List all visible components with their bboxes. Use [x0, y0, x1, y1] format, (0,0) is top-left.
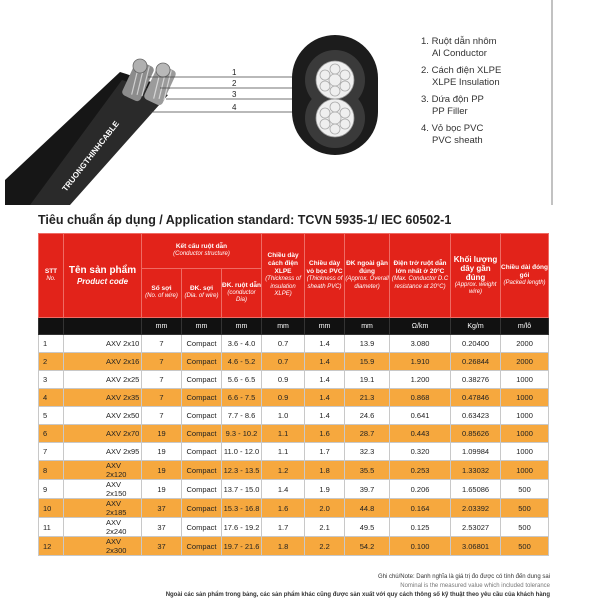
- cell-length: 500: [501, 480, 549, 499]
- table-row: [39, 461, 549, 480]
- cell-no: 10: [39, 499, 64, 518]
- cell-ins: 0.7: [262, 335, 305, 353]
- cell-ins: 1.8: [262, 537, 305, 556]
- cell-weight: 0.47846: [451, 389, 501, 407]
- standard-title: Tiêu chuẩn áp dụng / Application standard: TCVN 5935-1/ IEC 60502-1: [38, 213, 452, 227]
- cell-outer: 32.3: [345, 443, 390, 461]
- cell-res: 0.164: [390, 499, 451, 518]
- cell-outer: 21.3: [345, 389, 390, 407]
- cell-outer: 44.8: [345, 499, 390, 518]
- cell-code: AXV 2x25: [64, 371, 142, 389]
- cell-code: AXV 2x95: [64, 443, 142, 461]
- cell-sheath: 1.4: [305, 389, 345, 407]
- cell-ins: 0.7: [262, 353, 305, 371]
- callout-2: 2: [232, 79, 237, 88]
- cell-ins: 1.2: [262, 461, 305, 480]
- cell-length: 1000: [501, 443, 549, 461]
- legend: [421, 36, 596, 152]
- col-stt: STT No.: [39, 234, 64, 318]
- cell-outer: 15.9: [345, 353, 390, 371]
- cell-code: AXV 2x16: [64, 353, 142, 371]
- cell-no: 8: [39, 461, 64, 480]
- table-row: [39, 443, 549, 461]
- col-outer-diameter: ĐK ngoài gần đúng (Approx. Overall diameter): [345, 234, 390, 318]
- cell-res: 0.641: [390, 407, 451, 425]
- cell-wires: 19: [142, 480, 182, 499]
- cell-length: 1000: [501, 407, 549, 425]
- cell-outer: 39.7: [345, 480, 390, 499]
- cell-res: 1.200: [390, 371, 451, 389]
- cell-res: 1.910: [390, 353, 451, 371]
- cell-no: 4: [39, 389, 64, 407]
- cell-code: AXV 2x50: [64, 407, 142, 425]
- cell-length: 2000: [501, 353, 549, 371]
- cell-res: 0.443: [390, 425, 451, 443]
- cell-weight: 2.03392: [451, 499, 501, 518]
- cell-ins: 1.1: [262, 425, 305, 443]
- cell-ins: 1.7: [262, 518, 305, 537]
- cell-dia: Compact: [182, 518, 222, 537]
- legend-item: 3. Dứa độn PP PP Filler: [421, 94, 484, 117]
- brand-print: TRUONGTHINHCABLE: [60, 119, 121, 194]
- cell-outer: 24.6: [345, 407, 390, 425]
- col-sheath: Chiều dày vỏ bọc PVC (Thickness of sheath PVC): [305, 234, 345, 318]
- cell-res: 0.206: [390, 480, 451, 499]
- cell-wires: 7: [142, 371, 182, 389]
- legend-item: 2. Cách điện XLPE XLPE Insulation: [421, 65, 502, 88]
- table-row: [39, 371, 549, 389]
- cell-code: AXV 2x120: [64, 461, 142, 480]
- table-row: [39, 425, 549, 443]
- cell-no: 11: [39, 518, 64, 537]
- note-custom: Ngoài các sản phẩm trong bảng, các sản phẩm khác cũng được sản xuất với quy cách thông số kỹ thuật theo yêu cầu của khách hàng: [165, 592, 550, 598]
- cell-outer: 19.1: [345, 371, 390, 389]
- cell-wires: 37: [142, 499, 182, 518]
- cell-cond: 19.7 - 21.6: [222, 537, 262, 556]
- cell-ins: 1.6: [262, 499, 305, 518]
- cell-cond: 11.0 - 12.0: [222, 443, 262, 461]
- table-row: [39, 389, 549, 407]
- cell-cond: 6.6 - 7.5: [222, 389, 262, 407]
- cell-length: 500: [501, 537, 549, 556]
- cell-sheath: 2.0: [305, 499, 345, 518]
- cell-sheath: 1.4: [305, 353, 345, 371]
- cell-outer: 28.7: [345, 425, 390, 443]
- cell-wires: 37: [142, 518, 182, 537]
- cell-dia: Compact: [182, 480, 222, 499]
- cell-code: AXV 2x70: [64, 425, 142, 443]
- cell-cond: 15.3 - 16.8: [222, 499, 262, 518]
- col-structure: Kết cấu ruột dẫn (Conductor structure): [142, 234, 262, 269]
- table-row: [39, 353, 549, 371]
- cell-weight: 0.85626: [451, 425, 501, 443]
- note-nominal: Nominal is the measured value which included tolerance: [400, 583, 550, 589]
- cell-dia: Compact: [182, 425, 222, 443]
- col-conductor-dia: ĐK. ruột dẫn (conductor Dia): [222, 269, 262, 318]
- cell-no: 7: [39, 443, 64, 461]
- legend-item: 1. Ruột dẫn nhôm Al Conductor: [421, 36, 497, 59]
- cable-diagram-section: [0, 0, 600, 205]
- cell-dia: Compact: [182, 335, 222, 353]
- cell-cond: 9.3 - 10.2: [222, 425, 262, 443]
- cell-cond: 17.6 - 19.2: [222, 518, 262, 537]
- cell-cond: 7.7 - 8.6: [222, 407, 262, 425]
- cell-cond: 5.6 - 6.5: [222, 371, 262, 389]
- table-row: [39, 518, 549, 537]
- cell-dia: Compact: [182, 407, 222, 425]
- cell-ins: 1.1: [262, 443, 305, 461]
- cell-weight: 0.38276: [451, 371, 501, 389]
- cell-dia: Compact: [182, 537, 222, 556]
- cell-dia: Compact: [182, 461, 222, 480]
- col-resistance: Điện trở ruột dẫn lớn nhất ở 20°C (Max. Conductor D.C resistance at 20°C): [390, 234, 451, 318]
- cell-sheath: 1.4: [305, 335, 345, 353]
- cell-weight: 0.20400: [451, 335, 501, 353]
- col-length: Chiều dài đóng gói (Packed length): [501, 234, 549, 318]
- table-row: [39, 480, 549, 499]
- table-row: [39, 537, 549, 556]
- cell-res: 0.868: [390, 389, 451, 407]
- cell-res: 0.100: [390, 537, 451, 556]
- cell-no: 2: [39, 353, 64, 371]
- cell-dia: Compact: [182, 389, 222, 407]
- cell-code: AXV 2x150: [64, 480, 142, 499]
- col-wire-dia: ĐK. sợi (Dia. of wire): [182, 269, 222, 318]
- spec-table: [38, 233, 549, 556]
- callout-3: 3: [232, 90, 237, 99]
- col-product: Tên sản phẩm Product code: [64, 234, 142, 318]
- cell-no: 6: [39, 425, 64, 443]
- cell-no: 12: [39, 537, 64, 556]
- table-row: [39, 335, 549, 353]
- cell-ins: 1.0: [262, 407, 305, 425]
- cell-code: AXV 2x240: [64, 518, 142, 537]
- cell-weight: 0.26844: [451, 353, 501, 371]
- cell-cond: 12.3 - 13.5: [222, 461, 262, 480]
- cell-no: 5: [39, 407, 64, 425]
- table-row: [39, 499, 549, 518]
- cell-sheath: 1.9: [305, 480, 345, 499]
- cell-res: 0.125: [390, 518, 451, 537]
- cell-outer: 49.5: [345, 518, 390, 537]
- cell-outer: 54.2: [345, 537, 390, 556]
- col-insulation: Chiều dày cách điện XLPE (Thickness of insulation XLPE): [262, 234, 305, 318]
- cell-length: 500: [501, 518, 549, 537]
- cell-code: AXV 2x10: [64, 335, 142, 353]
- cell-weight: 1.09984: [451, 443, 501, 461]
- cell-outer: 35.5: [345, 461, 390, 480]
- cell-outer: 13.9: [345, 335, 390, 353]
- cell-length: 1000: [501, 461, 549, 480]
- cell-wires: 7: [142, 407, 182, 425]
- cell-cond: 4.6 - 5.2: [222, 353, 262, 371]
- cell-length: 1000: [501, 389, 549, 407]
- cell-res: 3.080: [390, 335, 451, 353]
- col-wires: Số sợi (No. of wire): [142, 269, 182, 318]
- cell-code: AXV 2x300: [64, 537, 142, 556]
- cell-length: 2000: [501, 335, 549, 353]
- cell-dia: Compact: [182, 353, 222, 371]
- cell-res: 0.253: [390, 461, 451, 480]
- cell-sheath: 1.4: [305, 371, 345, 389]
- cell-dia: Compact: [182, 371, 222, 389]
- cell-wires: 19: [142, 443, 182, 461]
- cell-code: AXV 2x185: [64, 499, 142, 518]
- units-row: mm mm mm mm mm mm Ω/km Kg/m m/lô: [39, 318, 549, 335]
- cell-code: AXV 2x35: [64, 389, 142, 407]
- cell-cond: 3.6 - 4.0: [222, 335, 262, 353]
- cell-no: 3: [39, 371, 64, 389]
- cell-dia: Compact: [182, 443, 222, 461]
- cell-length: 1000: [501, 425, 549, 443]
- cell-weight: 3.06801: [451, 537, 501, 556]
- cross-section-icon: [292, 35, 378, 155]
- cell-ins: 0.9: [262, 389, 305, 407]
- cell-ins: 1.4: [262, 480, 305, 499]
- cell-sheath: 1.6: [305, 425, 345, 443]
- cell-no: 1: [39, 335, 64, 353]
- cell-sheath: 1.4: [305, 407, 345, 425]
- cell-weight: 0.63423: [451, 407, 501, 425]
- cell-sheath: 1.8: [305, 461, 345, 480]
- cell-wires: 37: [142, 537, 182, 556]
- col-weight: Khối lượng dây gần đúng (Approx. weight wire): [451, 234, 501, 318]
- table-row: [39, 407, 549, 425]
- callout-1: 1: [232, 68, 237, 77]
- cell-no: 9: [39, 480, 64, 499]
- cell-length: 500: [501, 499, 549, 518]
- cell-wires: 19: [142, 425, 182, 443]
- cell-dia: Compact: [182, 499, 222, 518]
- cell-length: 1000: [501, 371, 549, 389]
- callout-4: 4: [232, 103, 237, 112]
- note-tolerance: Ghi chú/Note: Danh nghĩa là giá trị đo được có tính đến dung sai: [377, 574, 550, 580]
- cell-wires: 7: [142, 335, 182, 353]
- cell-ins: 0.9: [262, 371, 305, 389]
- cell-res: 0.320: [390, 443, 451, 461]
- cell-sheath: 2.1: [305, 518, 345, 537]
- cell-wires: 7: [142, 389, 182, 407]
- cell-cond: 13.7 - 15.0: [222, 480, 262, 499]
- cell-wires: 7: [142, 353, 182, 371]
- cell-weight: 1.33032: [451, 461, 501, 480]
- cell-wires: 19: [142, 461, 182, 480]
- cell-sheath: 1.7: [305, 443, 345, 461]
- cell-sheath: 2.2: [305, 537, 345, 556]
- cell-weight: 1.65086: [451, 480, 501, 499]
- legend-item: 4. Vỏ bọc PVC PVC sheath: [421, 123, 484, 146]
- cell-weight: 2.53027: [451, 518, 501, 537]
